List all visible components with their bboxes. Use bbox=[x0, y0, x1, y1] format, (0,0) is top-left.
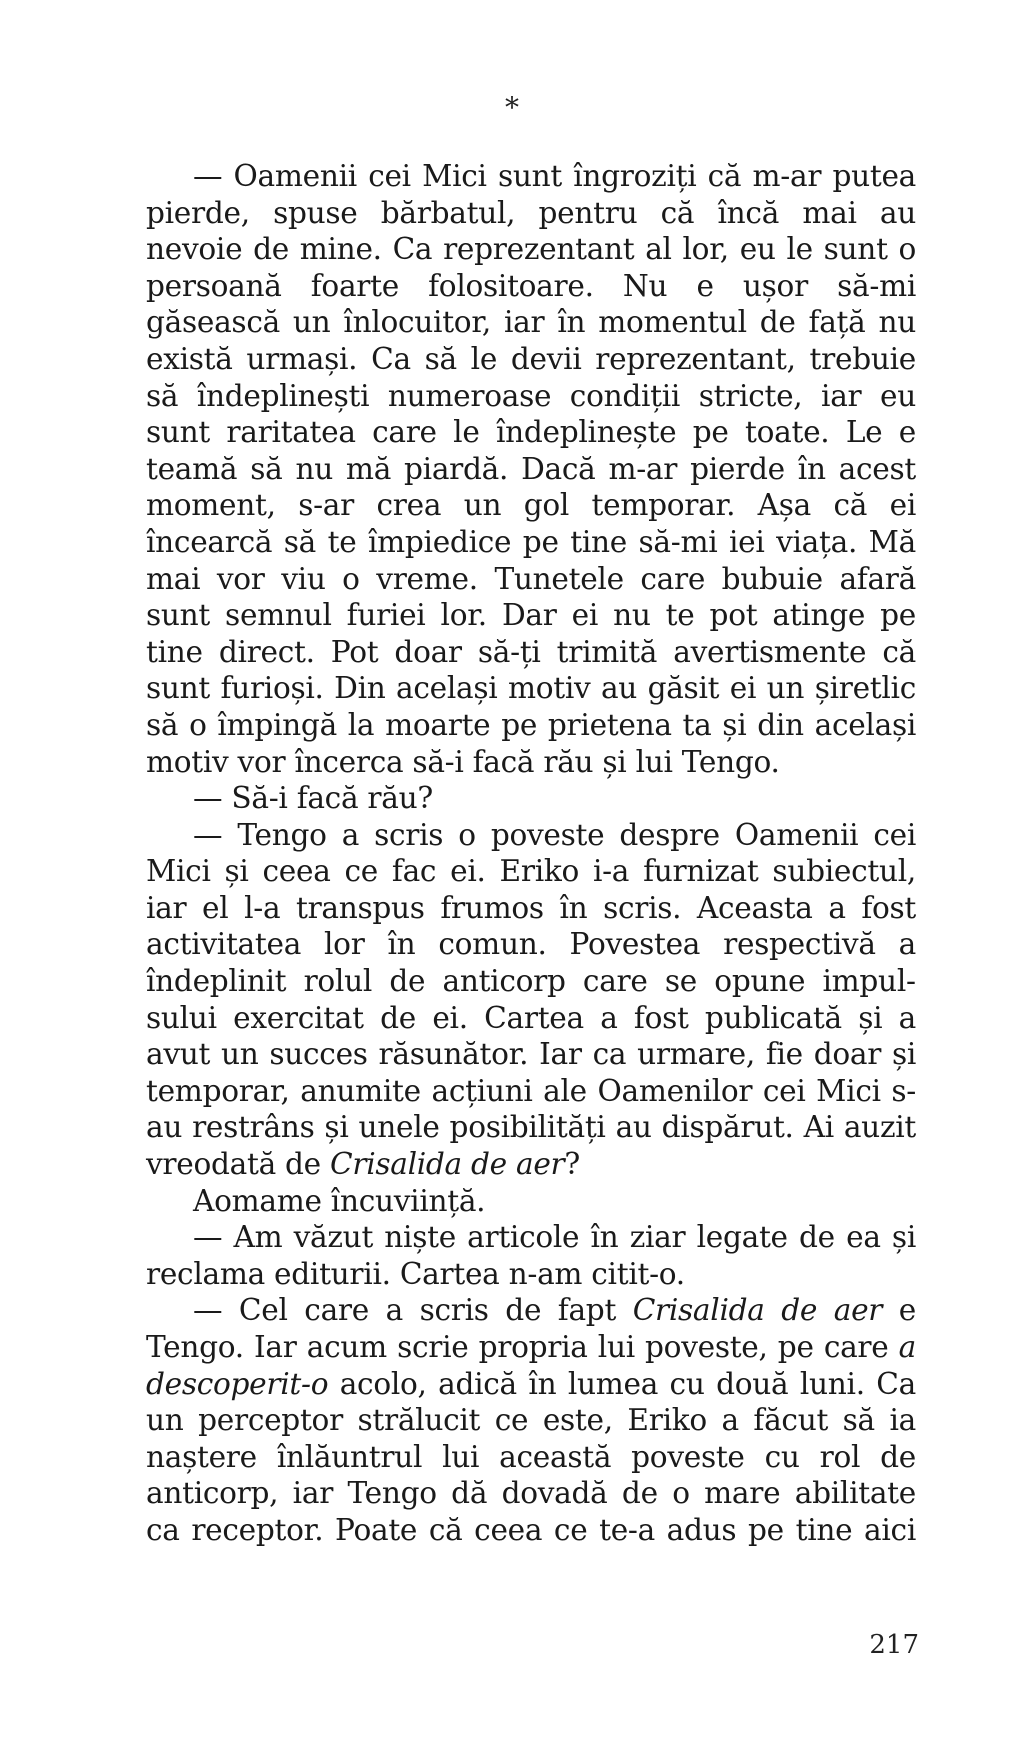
text-segment: acolo, adică în lumea cu două luni. Ca un perceptor strălucit ce este, Eriko a făcut să ia naștere înlăuntrul lui această poveste cu rol de anticorp, iar Tengo dă dovadă de o mare abilitate ca receptor. Poate că ceea ce te-a adus pe tine aici bbox=[146, 1366, 916, 1547]
paragraph bbox=[146, 158, 916, 780]
book-title-italic: Crisalida de aer bbox=[330, 1147, 565, 1182]
text-segment: Aomame încuviință. bbox=[193, 1183, 486, 1218]
paragraph bbox=[146, 1219, 916, 1292]
text-segment: — Am văzut niște articole în ziar legate de ea și reclama editurii. Cartea n-am citit-o. bbox=[146, 1220, 916, 1291]
emphasis-italic: a descoperit-o bbox=[146, 1330, 916, 1401]
text-segment: ? bbox=[564, 1147, 580, 1182]
paragraph bbox=[146, 1183, 916, 1220]
text-segment: — Tengo a scris o poveste despre Oamenii cei Mici și ceea ce fac ei. Eriko i-a furnizat subiectul, iar el l-a transpus frumos în scris. Aceasta a fost activitatea lor în comun. Povestea respectivă a îndeplinit rolul de anticorp care se opune impulsului exercitat de ei. Cartea a fost publicată și a avut un succes răsunător. Iar ca urmare, fie doar și temporar, anumite acțiuni ale Oamenilor cei Mici s-au restrâns și unele posibilități au dispărut. Ai auzit vreodată de bbox=[146, 817, 916, 1182]
body-text bbox=[146, 158, 916, 1549]
section-separator: * bbox=[505, 91, 519, 124]
text-segment: e Tengo. Iar acum scrie propria lui poveste, pe care bbox=[146, 1293, 916, 1364]
page-number: 217 bbox=[869, 1630, 919, 1660]
text-segment: — Cel care a scris de fapt bbox=[193, 1293, 633, 1328]
paragraph bbox=[146, 1292, 916, 1548]
paragraph bbox=[146, 817, 916, 1183]
text-segment: — Oamenii cei Mici sunt îngroziți că m-ar putea pierde, spuse bărbatul, pentru că încă mai au nevoie de mine. Ca reprezentant al lor, eu le sunt o persoană foarte folositoare. Nu e ușor să-mi găsească un înlocuitor, iar în momentul de față nu există urmași. Ca să le devii reprezentant, trebuie să îndeplinești numeroase condiții stricte, iar eu sunt raritatea care le îndeplinește pe toate. Le e teamă să nu mă piardă. Dacă m-ar pierde în acest moment, s-ar crea un gol temporar. Așa că ei încearcă să te împiedice pe tine să-mi iei viața. Mă mai vor viu o vreme. Tunetele care bubuie afară sunt semnul furiei lor. Dar ei nu te pot atinge pe tine direct. Pot doar să-ți trimită avertismente că sunt furioși. Din același motiv au găsit ei un șiretlic să o împingă la moarte pe prietena ta și din același motiv vor încerca să-i facă rău și lui Tengo. bbox=[146, 159, 916, 779]
book-title-italic: Crisalida de aer bbox=[632, 1293, 883, 1328]
paragraph bbox=[146, 780, 916, 817]
text-segment: — Să-i facă rău? bbox=[193, 781, 433, 816]
